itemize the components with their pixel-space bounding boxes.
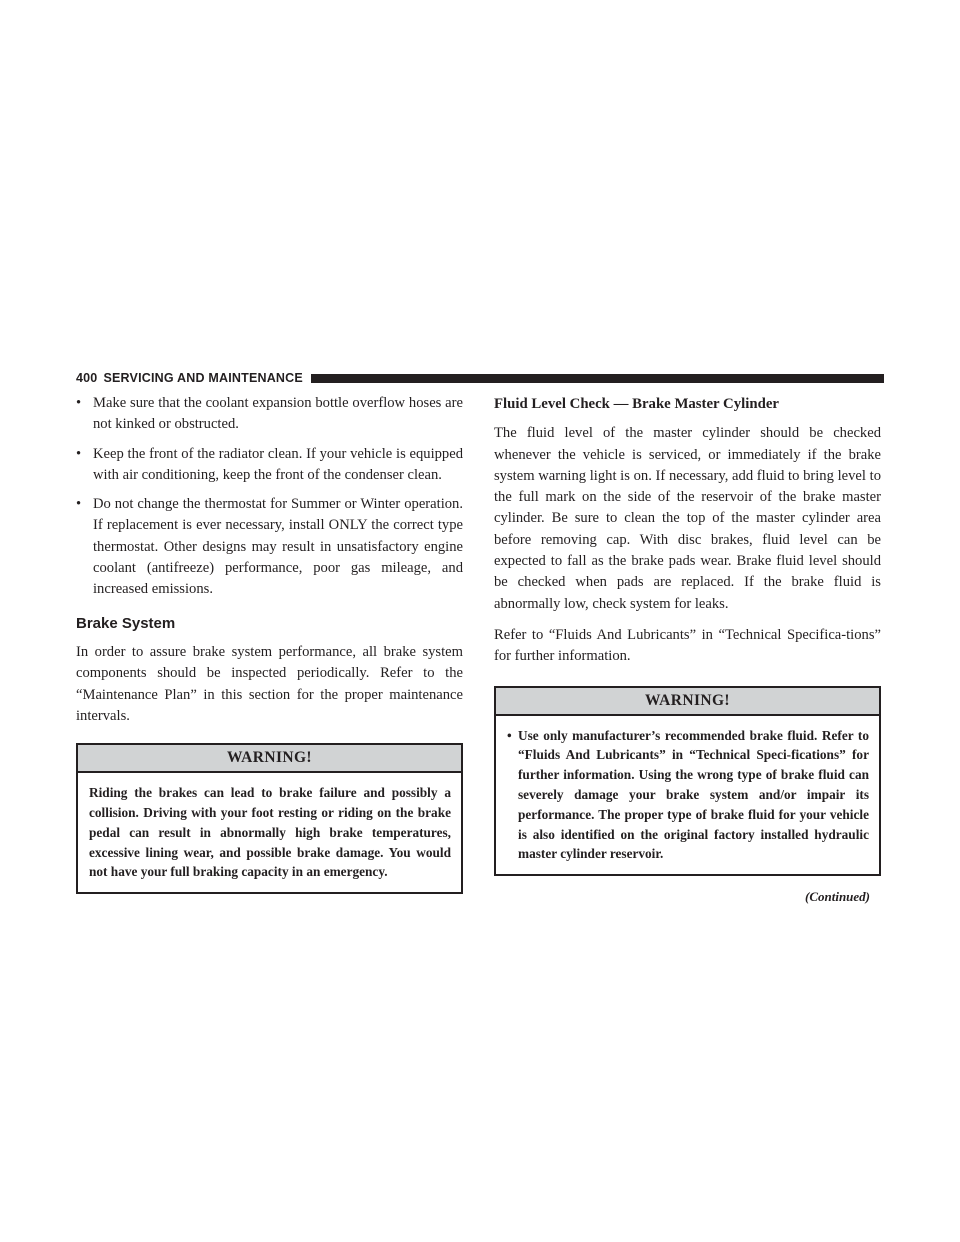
bullet-icon: • [76,395,82,411]
list-item-text: Keep the front of the radiator clean. If your vehicle is equipped with air conditioning, keep the front of the condenser clean. [93,445,463,483]
section-title: SERVICING AND MAINTENANCE [103,371,303,385]
header-rule [311,374,884,383]
list-item-text: Make sure that the coolant expansion bottle overflow hoses are not kinked or obstructed. [93,395,463,433]
brake-system-heading: Brake System [76,614,176,632]
brake-fluid-warning-box [494,686,881,877]
bullet-icon: • [76,445,82,462]
warning-list-item-text: Use only manufacturer’s recommended brake fluid. Refer to “Fluids And Lubricants” in “Technical Speci-fications” for further information. Using the wrong type of brake fluid can severely damage your brake system and/or impair its performance. The proper type of brake fluid for your vehicle is also identified on the original factory installed hydraulic master cylinder reservoir. [518,727,869,862]
list-item-text: Do not change the thermostat for Summer or Winter operation. If replacement is ever necessary, install ONLY the correct type thermostat. Other designs may result in unsatisfactory engine coolant (antifreeze) performance, poor gas mileage, and increased emissions. [93,496,463,598]
list-item [76,494,463,600]
list-item [76,393,463,436]
warning-title: WARNING! [78,745,461,773]
warning-title: WARNING! [496,688,879,716]
warning-list-item [507,726,869,865]
continued-label: (Continued) [804,889,870,905]
page-number: 400 [76,371,98,385]
brake-riding-warning-box [76,743,463,894]
fluid-level-heading: Fluid Level Check — Brake Master Cylinder [494,396,779,412]
fluid-reference-paragraph: Refer to “Fluids And Lubricants” in “Technical Specifica-tions” for further information. [494,626,881,665]
bullet-icon: • [507,727,512,743]
warning-list [496,716,879,875]
page-header [76,370,884,386]
warning-text: Riding the brakes can lead to brake failure and possibly a collision. Driving with your foot resting or riding on the brake pedal can result in abnormally high brake temperatures, excessive lining wear, and possible brake damage. You would not have your full braking capacity in an emergency. [89,785,451,880]
brake-system-paragraph: In order to assure brake system performance, all brake system components should be inspected periodically. Refer to the “Maintenance Plan” in this section for the proper maintenance intervals. [76,643,463,724]
bullet-icon: • [76,496,82,513]
left-column [76,393,463,894]
fluid-level-paragraph: The fluid level of the master cylinder should be checked whenever the vehicle is serviced, or immediately if the brake system warning light is on. If necessary, add fluid to bring level to the full mark on the side of the reservoir of the brake master cylinder. Be sure to clean the top of the master cylinder area before removing cap. With disc brakes, fluid level can be expected to fall as the brake pads wear. Brake fluid level should be checked when pads are replaced. If the brake fluid is abnormally low, check system for leaks. [494,425,881,612]
right-column [494,393,881,907]
coolant-bullet-list [76,393,463,601]
list-item [76,444,463,487]
